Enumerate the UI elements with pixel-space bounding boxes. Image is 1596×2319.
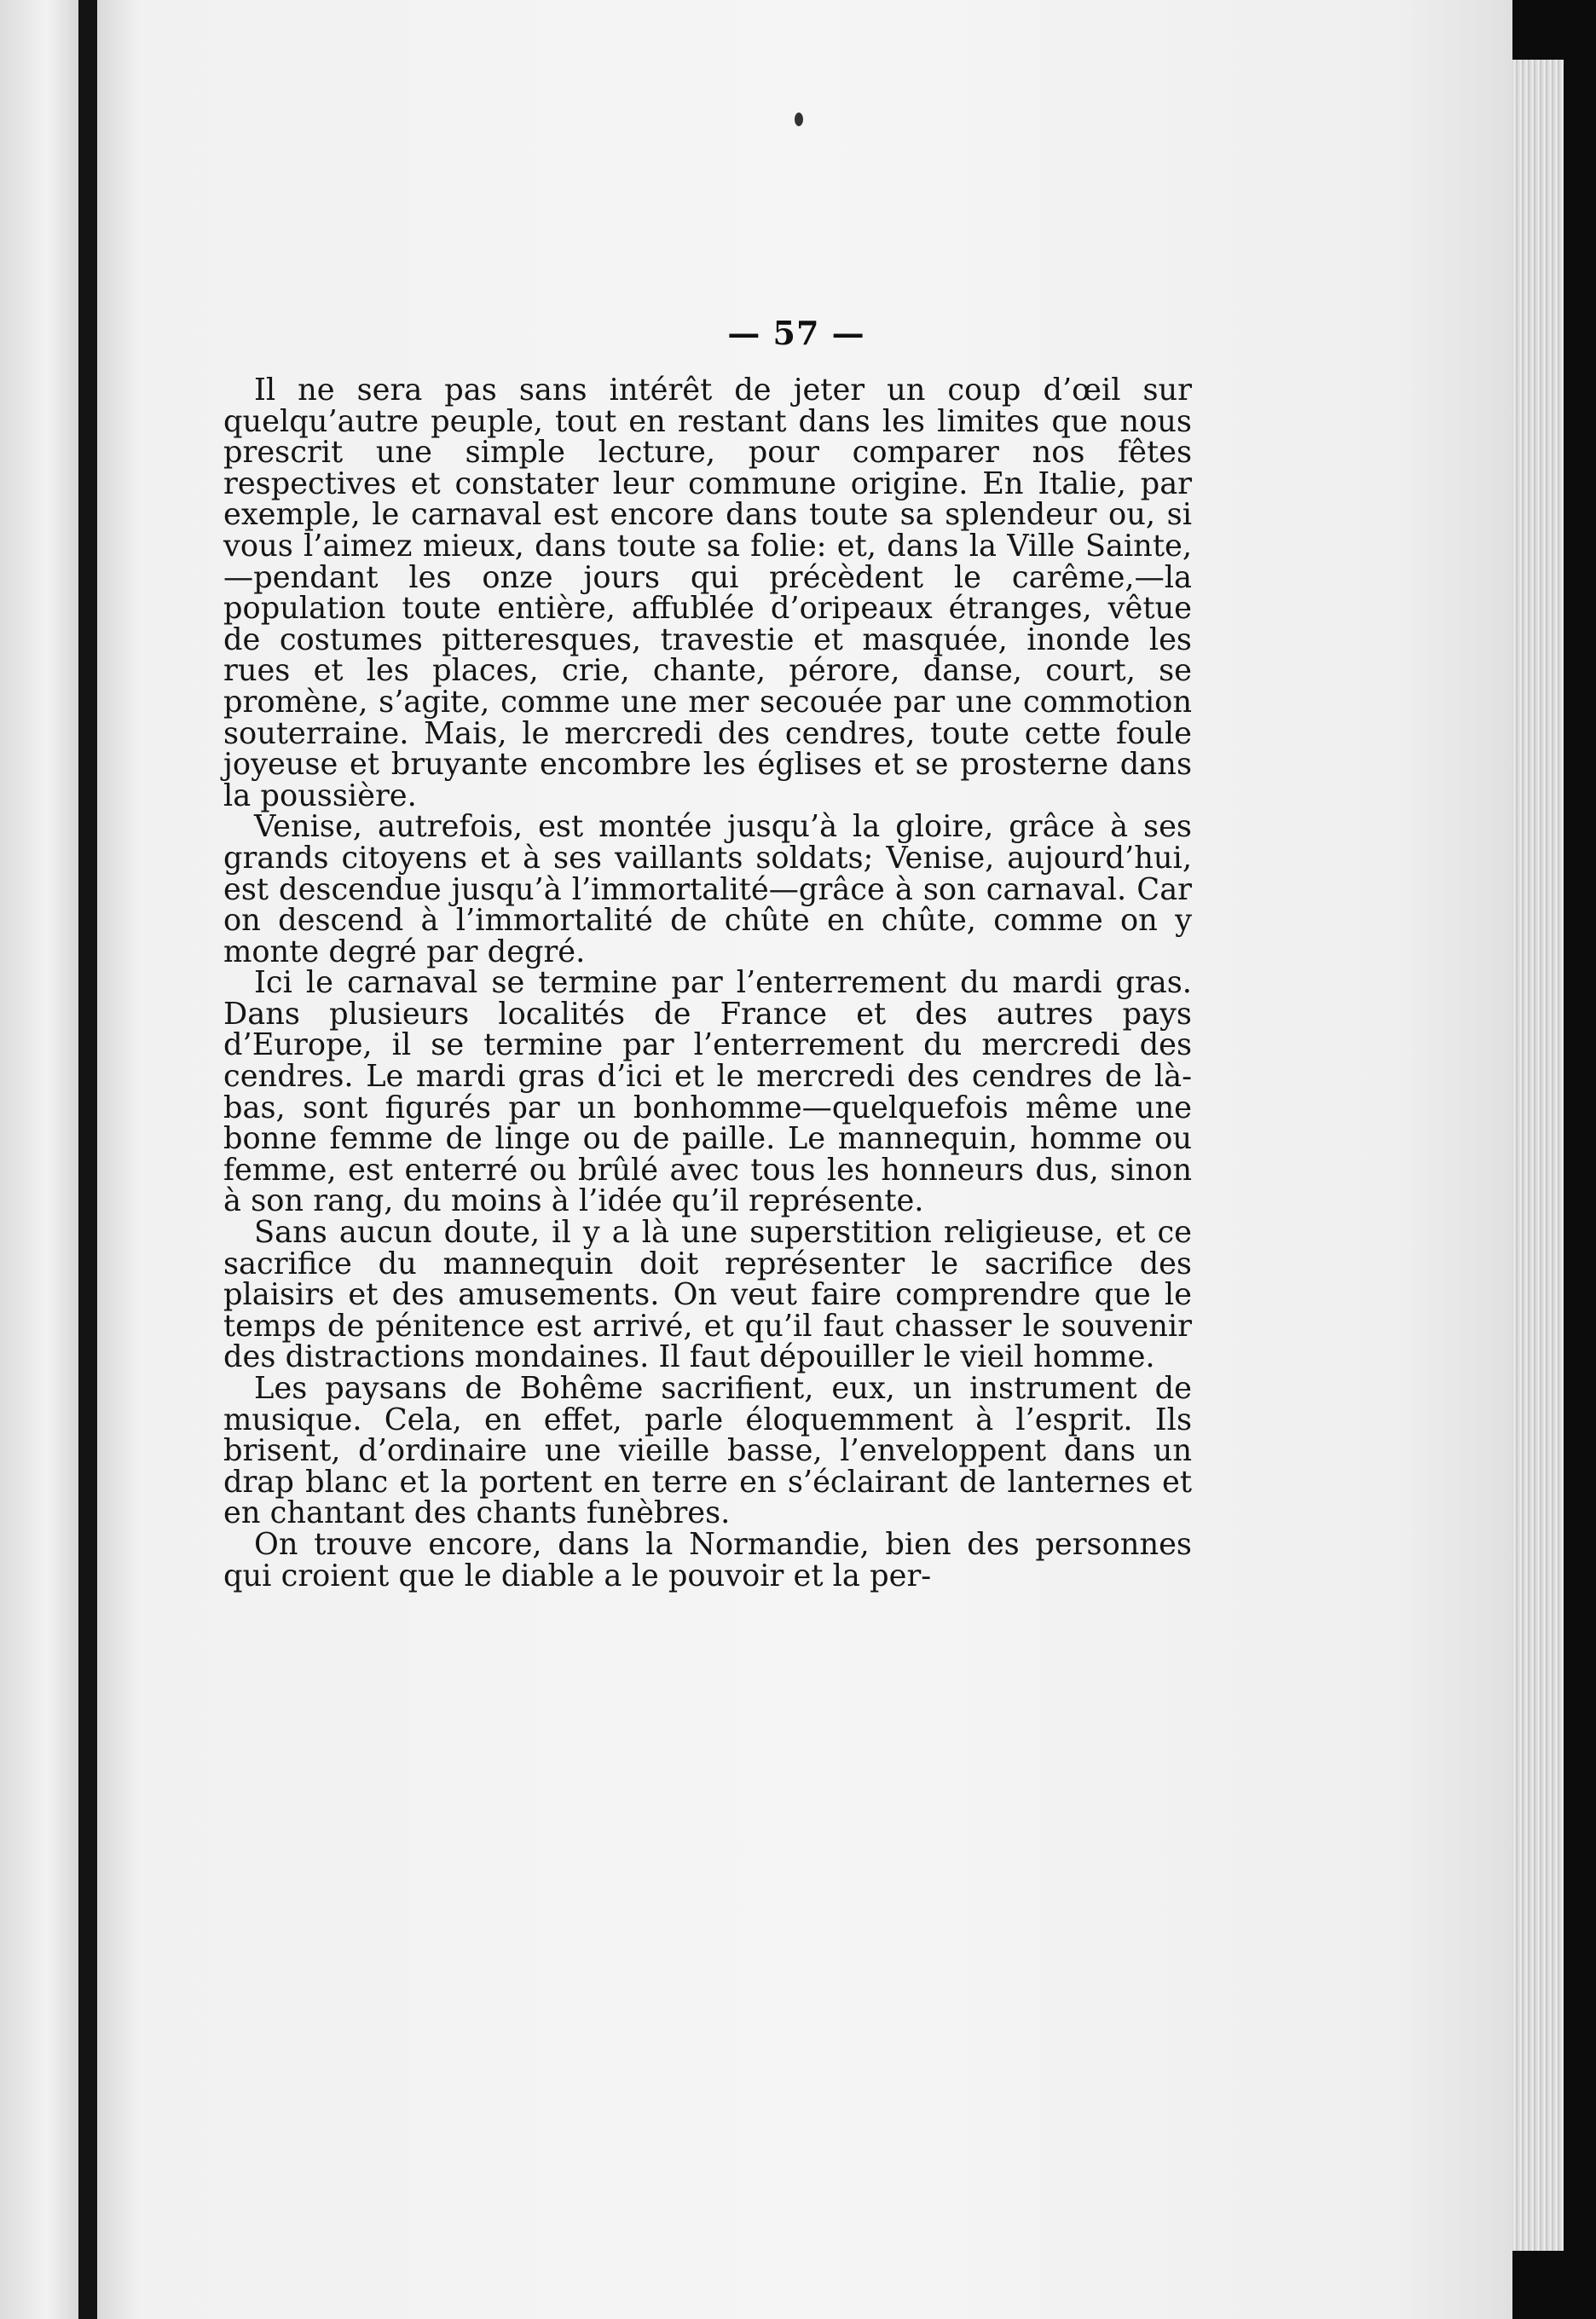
paper-speck xyxy=(795,113,803,126)
paragraph-6: On trouve encore, dans la Normandie, bien des personnes qui croient que le diable a le pouvoir et la per- xyxy=(223,1526,1192,1593)
previous-page-edge xyxy=(0,0,78,2319)
book-page xyxy=(97,0,1512,2319)
book-gutter xyxy=(78,0,97,2319)
paragraph-5: Les paysans de Bohême sacrifient, eux, un instrument de musique. Cela, en effet, parle éloquemment à l’esprit. Ils brisent, d’ordinaire une vieille basse, l’enveloppent dans un drap blanc et la portent en terre en s’éclairant de lanternes et en chantant des chants funèbres. xyxy=(223,1371,1192,1531)
paragraph-4: Sans aucun doute, il y a là une superstition religieuse, et ce sacrifice du mannequin doit représenter le sacrifice des plaisirs et des amusements. On veut faire comprendre que le temps de pénitence est arrivé, et qu’il faut chasser le souvenir des distractions mondaines. Il faut dépouiller le vieil homme. xyxy=(223,1215,1192,1375)
paragraph-2: Venise, autrefois, est montée jusqu’à la gloire, grâce à ses grands citoyens et à ses vaillants soldats; Venise, aujourd’hui, est descendue jusqu’à l’immortalité—grâce à son carnaval. Car on descend à l’immortalité de chûte en chûte, comme on y monte degré par degré. xyxy=(223,809,1192,969)
page-stack-edge xyxy=(1512,60,1564,2251)
paragraph-1: Il ne sera pas sans intérêt de jeter un coup d’œil sur quelqu’autre peuple, tout en restant dans les limites que nous prescrit une simple lecture, pour comparer nos fêtes respectives et constater leur commune origine. En Italie, par exemple, le carnaval est encore dans toute sa splendeur ou, si vous l’aimez mieux, dans toute sa folie: et, dans la Ville Sainte,—pendant les onze jours qui précèdent le carême,—la population toute entière, affublée d’oripeaux étranges, vêtue de costumes pitteresques, travestie et masquée, inonde les rues et les places, crie, chante, pérore, danse, court, se promène, s’agite, comme une mer secouée par une commotion souterraine. Mais, le mercredi des cendres, toute cette foule joyeuse et bruyante encombre les églises et se prosterne dans la poussière. xyxy=(223,373,1192,813)
page-number: — 57 — xyxy=(727,314,865,352)
paragraph-3: Ici le carnaval se termine par l’enterrement du mardi gras. Dans plusieurs localités de France et des autres pays d’Europe, il se termine par l’enterrement du mercredi des cendres. Le mardi gras d’ici et le mercredi des cendres de là-bas, sont figurés par un bonhomme—quelquefois même une bonne femme de linge ou de paille. Le mannequin, homme ou femme, est enterré ou brûlé avec tous les honneurs dus, sinon à son rang, du moins à l’idée qu’il représente. xyxy=(223,965,1192,1219)
body-text xyxy=(223,375,1192,1592)
